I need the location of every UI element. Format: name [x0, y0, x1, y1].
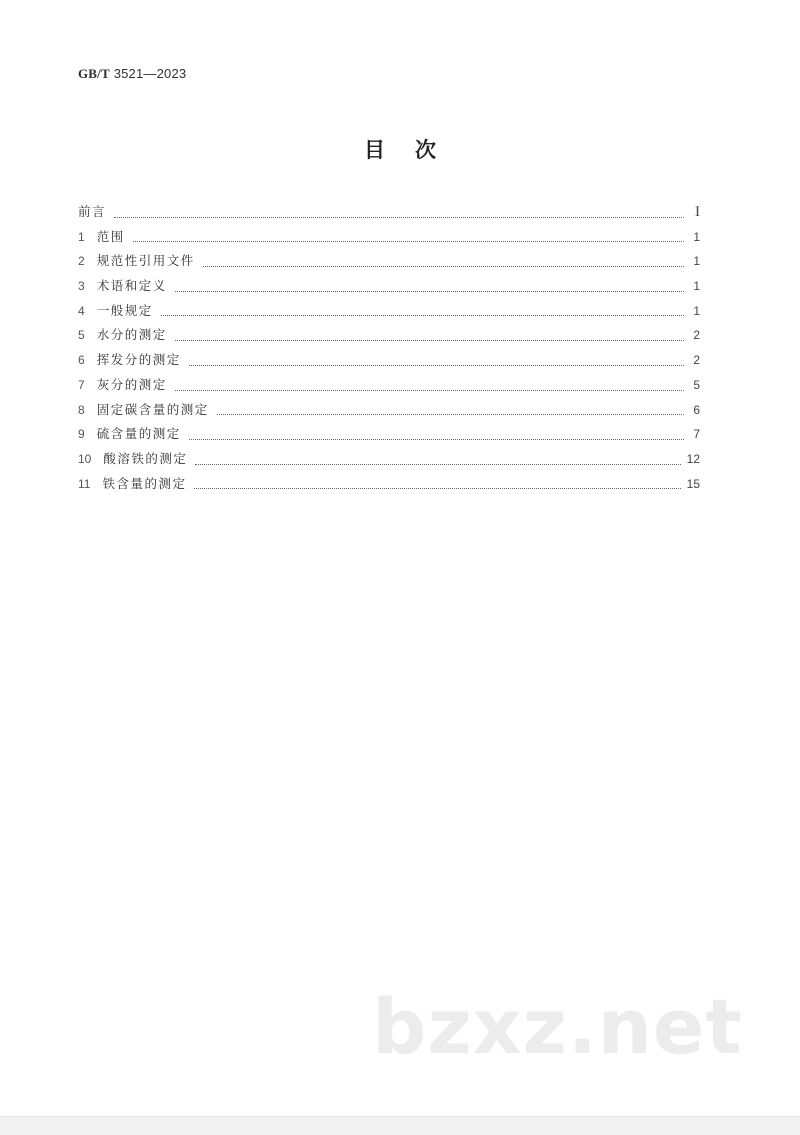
- toc-entry-page: I: [695, 204, 700, 220]
- dot-leader: [175, 291, 684, 292]
- toc-entry-page: 1: [693, 303, 700, 318]
- dot-leader: [217, 414, 684, 415]
- toc-entry-label: 挥发分的测定: [96, 352, 181, 368]
- dot-leader: [175, 340, 684, 341]
- toc-entry-5[interactable]: [78, 325, 700, 350]
- toc-entry-9[interactable]: [78, 424, 700, 449]
- toc-entry-10[interactable]: [78, 449, 700, 474]
- page-bottom-edge: [0, 1116, 800, 1135]
- toc-entry-label: 规范性引用文件: [96, 253, 195, 269]
- toc-entry-label: 酸溶铁的测定: [103, 450, 188, 466]
- toc-entry-foreword[interactable]: [78, 202, 700, 227]
- toc-entry-label: 铁含量的测定: [102, 475, 187, 491]
- standard-number: 3521—2023: [113, 66, 187, 81]
- toc-entry-label: 灰分的测定: [96, 376, 167, 392]
- toc-entry-7[interactable]: [78, 375, 700, 400]
- table-of-contents: [78, 202, 700, 498]
- toc-entry-number: 9: [78, 427, 85, 442]
- dot-leader: [133, 241, 684, 242]
- toc-entry-page: 2: [693, 353, 700, 368]
- toc-entry-4[interactable]: [78, 301, 700, 326]
- toc-entry-page: 6: [693, 402, 700, 417]
- dot-leader: [175, 390, 684, 391]
- page-title: 目次: [364, 138, 466, 162]
- toc-entry-label: 一般规定: [96, 302, 153, 318]
- toc-entry-number: 6: [78, 353, 85, 368]
- toc-entry-number: 10: [78, 451, 92, 466]
- toc-entry-label: 水分的测定: [96, 327, 167, 343]
- toc-entry-label: 固定碳含量的测定: [96, 401, 209, 417]
- toc-entry-page: 7: [693, 427, 700, 442]
- toc-entry-page: 1: [693, 229, 700, 244]
- watermark: bzxz.net: [372, 982, 743, 1071]
- toc-entry-label: 范围: [96, 228, 125, 244]
- toc-entry-label: 术语和定义: [96, 278, 167, 294]
- toc-entry-page: 1: [693, 279, 700, 294]
- dot-leader: [161, 315, 684, 316]
- dot-leader: [195, 464, 680, 465]
- dot-leader: [194, 488, 680, 489]
- toc-entry-page: 12: [686, 451, 700, 466]
- toc-entry-page: 5: [693, 377, 700, 392]
- dot-leader: [189, 439, 684, 440]
- toc-entry-1[interactable]: [78, 227, 700, 252]
- toc-entry-number: 7: [78, 377, 85, 392]
- toc-entry-page: 2: [693, 328, 700, 343]
- toc-entry-number: 3: [78, 279, 85, 294]
- toc-entry-number: 4: [78, 303, 85, 318]
- toc-entry-8[interactable]: [78, 400, 700, 425]
- toc-entry-label: 硫含量的测定: [96, 426, 181, 442]
- toc-entry-page: 15: [686, 476, 700, 491]
- toc-entry-11[interactable]: [78, 474, 700, 499]
- dot-leader: [114, 217, 684, 218]
- toc-entry-number: 8: [78, 402, 85, 417]
- toc-entry-number: 5: [78, 328, 85, 343]
- dot-leader: [203, 266, 684, 267]
- standard-code: GB/T: [78, 66, 110, 81]
- toc-entry-6[interactable]: [78, 350, 700, 375]
- toc-entry-3[interactable]: [78, 276, 700, 301]
- toc-entry-number: 2: [78, 254, 85, 269]
- toc-entry-number: 11: [78, 476, 91, 491]
- toc-entry-label: 前言: [78, 204, 107, 219]
- toc-entry-2[interactable]: [78, 251, 700, 276]
- toc-entry-number: 1: [78, 229, 85, 244]
- dot-leader: [189, 365, 684, 366]
- toc-entry-page: 1: [693, 254, 700, 269]
- page-header: [78, 66, 186, 82]
